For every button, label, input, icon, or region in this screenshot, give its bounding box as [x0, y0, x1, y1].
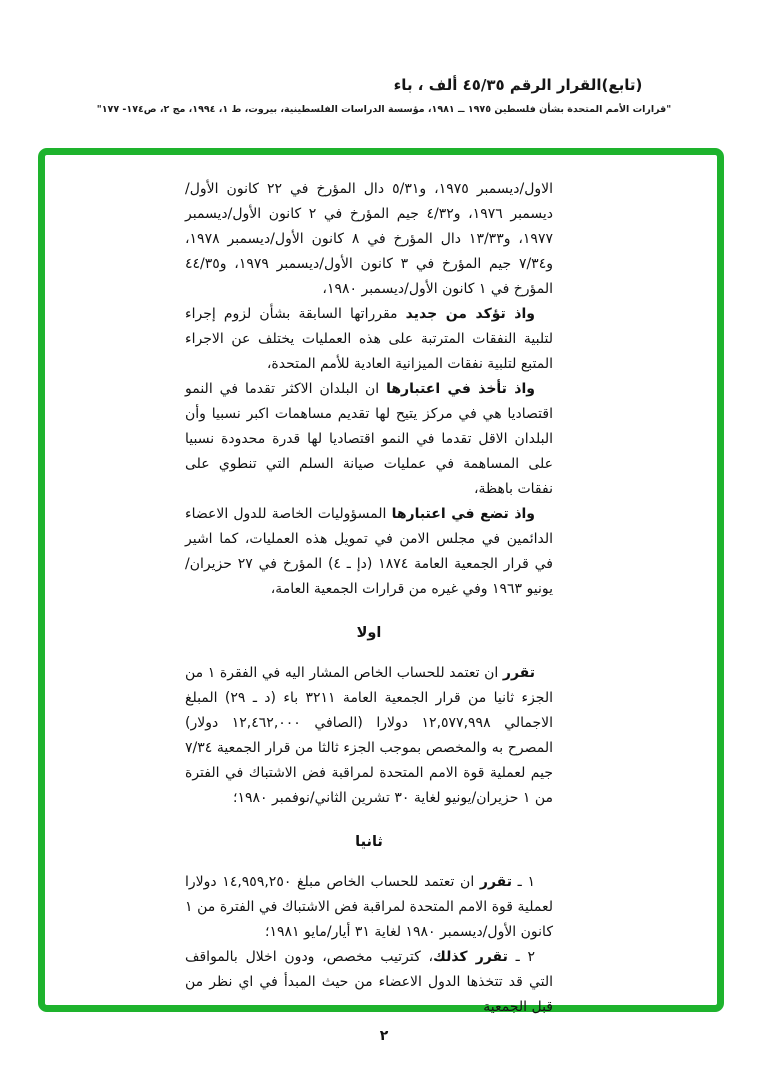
- section-first-paragraph-1: [185, 661, 553, 811]
- section-second-paragraph-1: [185, 870, 553, 945]
- paragraph-lead: تقرر كذلك: [433, 949, 508, 965]
- preamble-paragraph-4: [185, 502, 553, 602]
- list-item-number: ١ ـ: [512, 874, 535, 890]
- paragraph-lead: تقرر: [502, 665, 535, 681]
- resolution-text: [185, 177, 553, 1020]
- paragraph-text: ، كترتيب مخصص، ودون اخلال بالمواقف التي قد تتخذها الدول الاعضاء من حيث المبدأ في اي نظر من قبل الجمعية: [185, 949, 553, 1015]
- paragraph-lead: تقرر: [479, 874, 513, 890]
- section-heading-second: ثانيا: [355, 834, 383, 850]
- source-citation: "قرارات الأمم المتحدة بشأن فلسطين ١٩٧٥ ــ ١٩٨١، مؤسسة الدراسات الفلسطينية، بيروت، ط ١، ١٩٩٤، مج ٢، ص١٧٤- ١٧٧": [96, 104, 672, 115]
- paragraph-text: ان تعتمد للحساب الخاص مبلغ ١٤,٩٥٩,٢٥٠ دولارا لعملية قوة الامم المتحدة لمراقبة فض الاشتباك في الفترة من ١ كانون الأول/ديسمبر ١٩٨٠ لغاية ٣١ أيار/مايو ١٩٨١؛: [185, 874, 553, 940]
- preamble-paragraph-2: [185, 302, 553, 377]
- section-heading-first: اولا: [356, 625, 382, 641]
- preamble-paragraph-1: [185, 177, 553, 302]
- paragraph-text: مقرراتها السابقة بشأن لزوم إجراء لتلبية النفقات المترتبة على هذه العمليات يختلف عن الاجراء المتبع لتلبية نفقات الميزانية العادية للأمم المتحدة،: [185, 306, 553, 372]
- list-item-number: ٢ ـ: [507, 949, 535, 965]
- paragraph-text: الاول/ديسمبر ١٩٧٥، و٥/٣١ دال المؤرخ في ٢٢ كانون الأول/ديسمبر ١٩٧٦، و٤/٣٢ جيم المؤرخ في ٢ كانون الأول/ديسمبر ١٩٧٧، و١٣/٣٣ دال المؤرخ في ٨ كانون الأول/ديسمبر ١٩٧٨، و٧/٣٤ جيم المؤرخ في ٣ كانون الأول/ديسمبر ١٩٧٩، و٤٤/٣٥ المؤرخ في ١ كانون الأول/ديسمبر ١٩٨٠،: [185, 181, 554, 297]
- paragraph-text: المسؤوليات الخاصة للدول الاعضاء الدائمين في مجلس الامن في تمويل هذه العمليات، كما اشير في قرار الجمعية العامة ١٨٧٤ (دإ ـ ٤) المؤرخ في ٢٧ حزيران/يونيو ١٩٦٣ وفي غيره من قرارات الجمعية العامة،: [185, 506, 553, 597]
- paragraph-lead: واذ تؤكد من جديد: [405, 306, 535, 322]
- page-number: ٢: [379, 1028, 389, 1044]
- paragraph-text: ان تعتمد للحساب الخاص المشار اليه في الفقرة ١ من الجزء ثانيا من قرار الجمعية العامة ٣٢١١ باء (د ـ ٢٩) المبلغ الاجمالي ١٢,٥٧٧,٩٩٨ دولارا (الصافي ١٢,٤٦٢,٠٠٠ دولار) المصرح به والمخصص بموجب الجزء ثالثا من قرار الجمعية ٧/٣٤ جيم لعملية قوة الامم المتحدة لمراقبة فض الاشتباك في الفترة من ١ حزيران/يونيو لغاية ٣٠ تشرين الثاني/نوفمبر ١٩٨٠؛: [185, 665, 554, 806]
- paragraph-lead: واذ تأخذ في اعتبارها: [386, 381, 535, 397]
- page-title: (تابع)القرار الرقم ٤٥/٣٥ ألف ، باء: [393, 76, 643, 94]
- preamble-paragraph-3: [185, 377, 553, 502]
- section-second-paragraph-2: [185, 945, 553, 1020]
- paragraph-text: ان البلدان الاكثر تقدما في النمو اقتصاديا هي في مركز يتيح لها تقديم مساهمات اكبر نسبيا وأن البلدان الاقل تقدما في النمو اقتصاديا لها قدرة محدودة نسبيا على المساهمة في عمليات صيانة السلم التي تنطوي على نفقات باهظة،: [185, 381, 553, 497]
- content-border-box: [38, 148, 724, 1015]
- paragraph-lead: واذ تضع في اعتبارها: [391, 506, 536, 522]
